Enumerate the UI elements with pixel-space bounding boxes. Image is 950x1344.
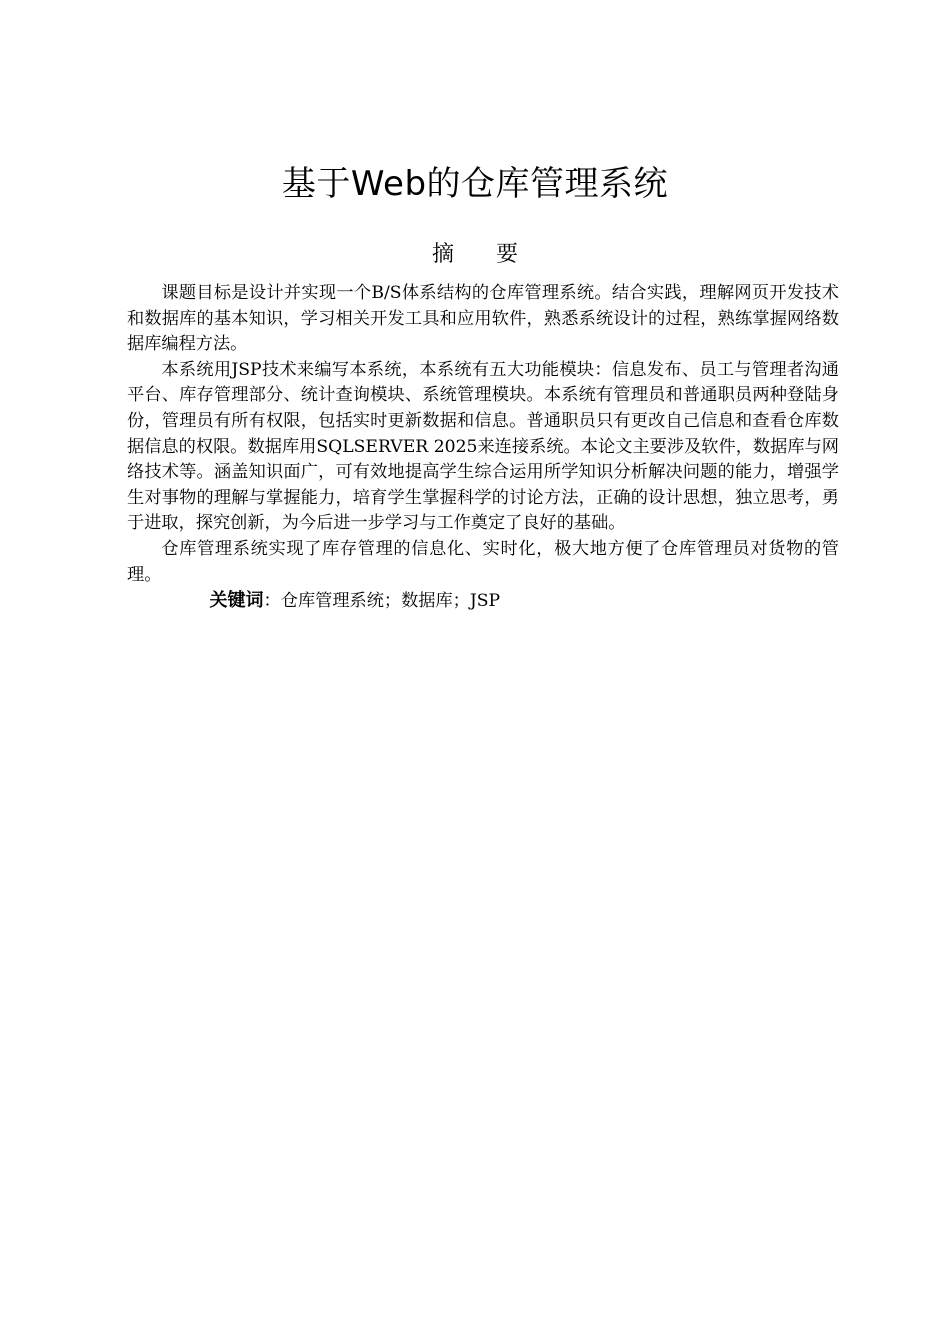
abstract-body	[127, 281, 839, 614]
abstract-heading-char-2: 要	[496, 242, 519, 267]
abstract-heading-char-1: 摘	[431, 242, 454, 267]
abstract-paragraph-3: 仓库管理系统实现了库存管理的信息化、实时化，极大地方便了仓库管理员对货物的管理。	[127, 538, 839, 585]
keywords-value: 仓库管理系统；数据库；JSP	[280, 591, 501, 612]
abstract-heading	[0, 240, 950, 270]
keywords-line	[127, 588, 839, 614]
document-title: 基于Web的仓库管理系统	[281, 164, 669, 204]
abstract-paragraph-2: 本系统用JSP技术来编写本系统，本系统有五大功能模块：信息发布、员工与管理者沟通平台、库存管理部分、统计查询模块、系统管理模块。本系统有管理员和普通职员两种登陆身份，管理员有所有权限，包括实时更新数据和信息。普通职员只有更改自己信息和查看仓库数据信息的权限。数据库用SQLSERVER 2025来连接系统。本论文主要涉及软件，数据库与网络技术等。涵盖知识面广，可有效地提高学生综合运用所学知识分析解决问题的能力，增强学生对事物的理解与掌握能力，培育学生掌握科学的讨论方法，正确的设计思想，独立思考，勇于进取，探究创新，为今后进一步学习与工作奠定了良好的基础。	[127, 359, 839, 534]
keywords-separator: ：	[263, 591, 281, 612]
keywords-label: 关键词	[209, 590, 264, 612]
abstract-paragraph-1: 课题目标是设计并实现一个B/S体系结构的仓库管理系统。结合实践，理解网页开发技术和数据库的基本知识，学习相关开发工具和应用软件，熟悉系统设计的过程，熟练掌握网络数据库编程方法。	[127, 283, 839, 355]
